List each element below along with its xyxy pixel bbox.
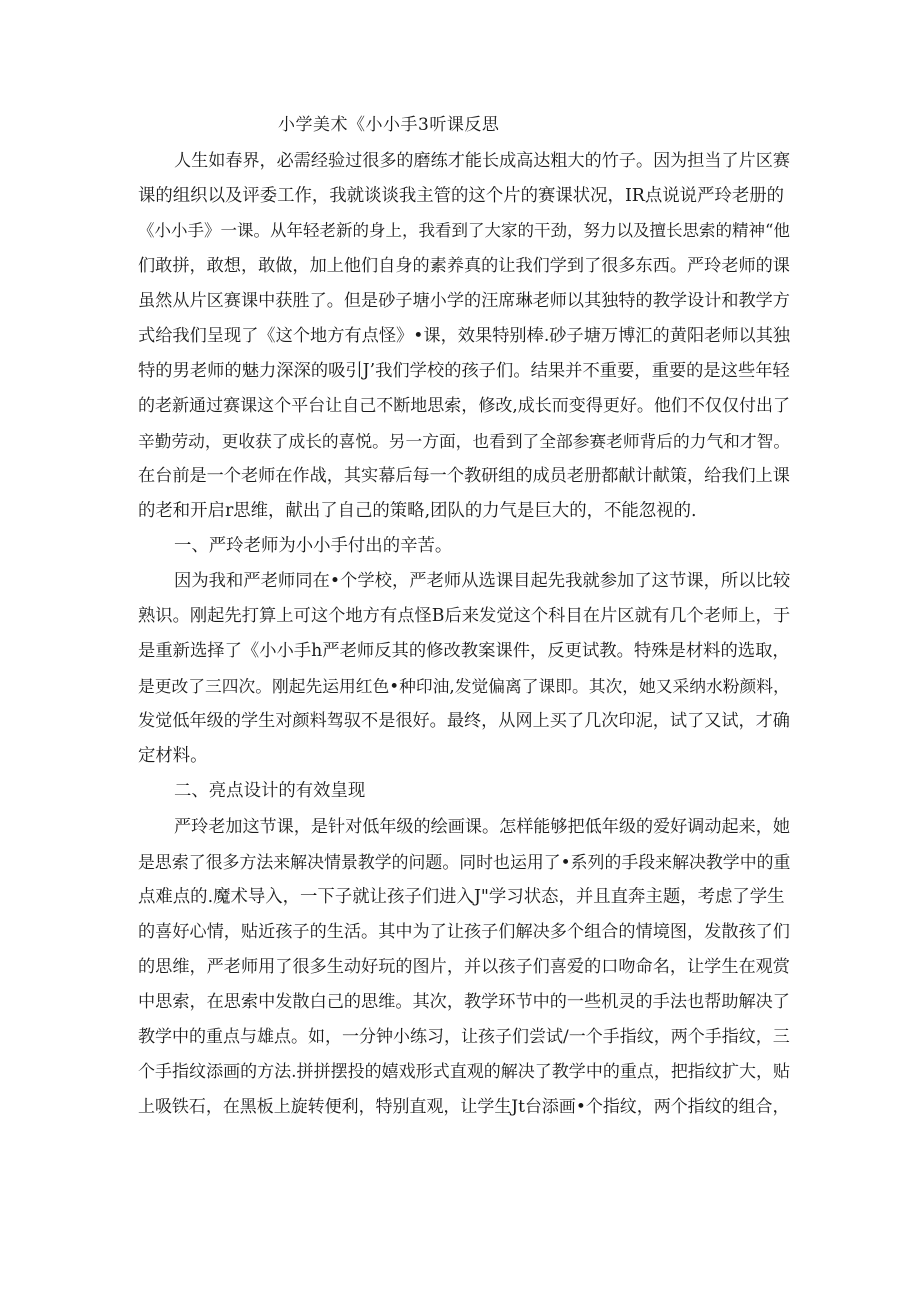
document-title: 小学美术《小小手3听课反思 (278, 115, 500, 135)
paragraph-line: 点难点的.魔术导入，一下子就让孩子们进入J"学习状态，并且直奔主题，考虑了学生 (138, 887, 785, 907)
paragraph-line: 人生如春界，必需经验过很多的磨练才能长成高达粗大的竹子。因为担当了片区赛 (174, 151, 790, 171)
paragraph-line: 特的男老师的魅力深深的吸引J’我们学校的孩子们。结果并不重要，重要的是这些年轻 (138, 361, 790, 381)
paragraph-line: 中思索，在思索中发散白己的思维。其次，教学环节中的一些机灵的手法也帮助解决了 (138, 992, 790, 1012)
section-heading: 二、亮点设计的有效皇现 (174, 781, 366, 801)
paragraph-line: 《小小手》一课。从年轻老新的身上，我看到了大家的干劲，努力以及擅长思索的精神“他 (138, 221, 790, 240)
paragraph-line: 在台前是一个老师在作战，其实幕后每一个教研组的成员老册都献计献策，给我们上课 (138, 466, 790, 486)
paragraph-line: 是更改了三四次。刚起先运用红色•种印油,发觉偏离了课即。其次，她又采纳水粉颜料， (138, 676, 790, 696)
paragraph-line: 是重新选择了《小小手h严老师反其的修改教案课件，反更试教。特殊是材料的选取， (138, 641, 790, 661)
paragraph-line: 发觉低年级的学生对颜料驾驭不是很好。最终，从网上买了几次印泥，试了又试，才确 (138, 711, 790, 731)
paragraph-line: 辛勤劳动，更收获了成长的喜悦。另一方面，也看到了全部参赛老师背后的力气和才智。 (138, 431, 791, 451)
paragraph-line: 虽然从片区赛课中获胜了。但是砂子塘小学的汪席琳老师以其独特的教学设计和教学方 (138, 291, 790, 311)
paragraph-line: 上吸铁石，在黑板上旋转便利，特别直观，让学生Jt台添画•个指纹，两个指纹的组合， (138, 1097, 790, 1117)
paragraph-line: 严玲老加这节课，是针对低年级的绘画课。怎样能够把低年级的爱好调动起来，她 (174, 817, 790, 837)
paragraph-line: 的老新通过赛课这个平台让自己不断地思索，修改,成长而变得更好。他们不仅仅付出了 (138, 396, 791, 416)
paragraph-line: 的喜好心情，贴近孩子的生活。其中为了让孩子们解决多个组合的情境图，发散孩了们 (138, 922, 790, 942)
paragraph-line: 定材料。 (138, 746, 208, 766)
section-heading: 一、严玲老师为小小手付出的辛苦。 (174, 536, 453, 556)
paragraph-line: 课的组织以及评委工作，我就谈谈我主管的这个片的赛课状况，IR点说说严玲老册的 (138, 186, 785, 206)
paragraph-line: 熟识。刚起先打算上可这个地方有点怪B后来发觉这个科目在片区就有几个老师上，于 (138, 606, 791, 626)
paragraph-line: 个手指纹添画的方法.拼拼摆投的嬉戏形式直观的解决了教学中的重点，把指纹扩大，贴 (138, 1062, 791, 1082)
paragraph-line: 教学中的重点与雄点。如，一分钟小练习，让孩子们尝试/一个手指纹，两个手指纹，三 (138, 1027, 790, 1047)
paragraph-line: 的老和开启r思维，献出了自己的策略,团队的力气是巨大的，不能忽视的. (138, 501, 697, 521)
paragraph-line: 因为我和严老师同在•个学校，严老师从选课目起先我就参加了这节课，所以比较 (174, 571, 791, 591)
paragraph-line: 们敢拼，敢想，敢做，加上他们自身的素养真的让我们学到了很多东西。严玲老师的课 (138, 256, 790, 276)
paragraph-line: 的思维，严老师用了很多生动好玩的图片，并以孩子们喜爱的口吻命名，让学生在观赏 (138, 957, 790, 977)
paragraph-line: 是思索了很多方法来解决情景教学的问题。同时也运用了•系列的手段来解决教学中的重 (138, 852, 791, 872)
paragraph-line: 式给我们呈现了《这个地方有点怪》•课，效果特别棒.砂子塘万博汇的黄阳老师以其独 (138, 326, 791, 346)
